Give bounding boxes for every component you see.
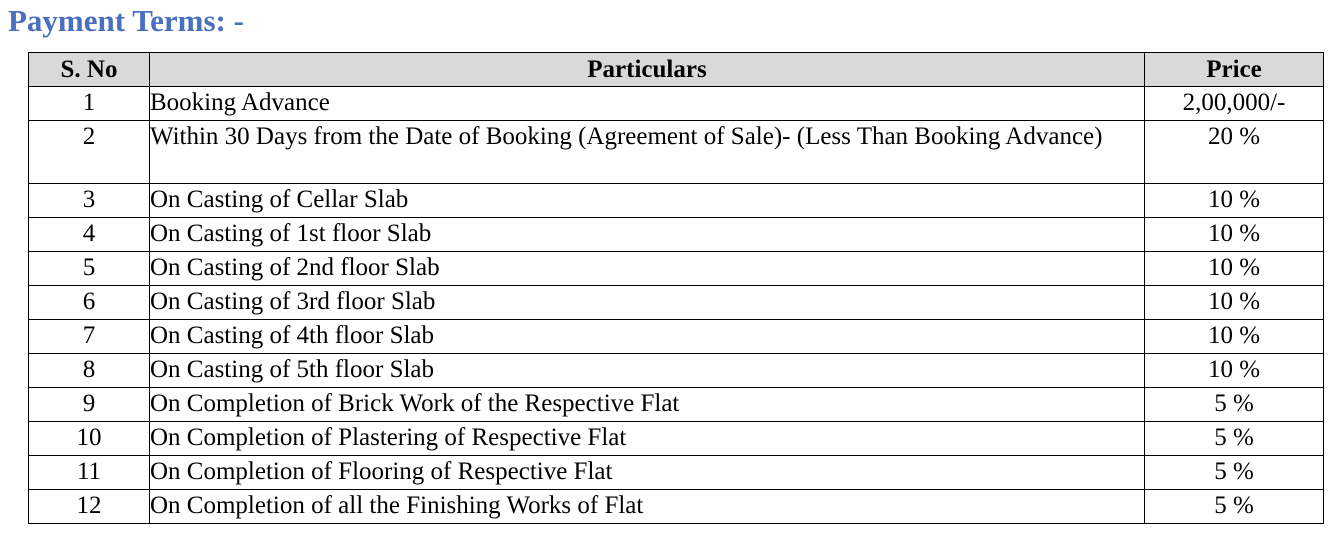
row-particulars: On Casting of 4th floor Slab bbox=[150, 320, 1145, 354]
row-price: 5 % bbox=[1145, 456, 1324, 490]
row-particulars: On Completion of Plastering of Respective Flat bbox=[150, 422, 1145, 456]
row-price: 5 % bbox=[1145, 388, 1324, 422]
row-sno: 3 bbox=[29, 184, 150, 218]
row-particulars: On Completion of Brick Work of the Respective Flat bbox=[150, 388, 1145, 422]
table-row bbox=[29, 218, 1324, 252]
row-particulars: On Completion of Flooring of Respective Flat bbox=[150, 456, 1145, 490]
row-sno: 10 bbox=[29, 422, 150, 456]
row-particulars: Booking Advance bbox=[150, 87, 1145, 121]
row-sno: 2 bbox=[29, 121, 150, 184]
table-row bbox=[29, 184, 1324, 218]
row-price: 10 % bbox=[1145, 286, 1324, 320]
row-sno: 8 bbox=[29, 354, 150, 388]
row-particulars: On Casting of 3rd floor Slab bbox=[150, 286, 1145, 320]
row-sno: 7 bbox=[29, 320, 150, 354]
row-price: 10 % bbox=[1145, 252, 1324, 286]
column-header-price: Price bbox=[1145, 53, 1324, 87]
column-header-sno: S. No bbox=[29, 53, 150, 87]
table-row bbox=[29, 422, 1324, 456]
row-sno: 6 bbox=[29, 286, 150, 320]
row-price: 20 % bbox=[1145, 121, 1324, 184]
row-particulars: On Casting of 2nd floor Slab bbox=[150, 252, 1145, 286]
row-sno: 12 bbox=[29, 490, 150, 524]
page-title: Payment Terms: - bbox=[8, 3, 244, 38]
row-price: 2,00,000/- bbox=[1145, 87, 1324, 121]
row-particulars: On Casting of Cellar Slab bbox=[150, 184, 1145, 218]
row-price: 10 % bbox=[1145, 354, 1324, 388]
row-particulars: On Completion of all the Finishing Works of Flat bbox=[150, 490, 1145, 524]
table-row bbox=[29, 388, 1324, 422]
table-row bbox=[29, 87, 1324, 121]
table-row bbox=[29, 320, 1324, 354]
row-particulars: Within 30 Days from the Date of Booking (Agreement of Sale)- (Less Than Booking Advance) bbox=[150, 121, 1145, 184]
table-header-row bbox=[29, 53, 1324, 87]
row-price: 10 % bbox=[1145, 218, 1324, 252]
row-price: 10 % bbox=[1145, 184, 1324, 218]
table-row bbox=[29, 354, 1324, 388]
row-particulars: On Casting of 5th floor Slab bbox=[150, 354, 1145, 388]
table-row bbox=[29, 286, 1324, 320]
column-header-particulars: Particulars bbox=[150, 53, 1145, 87]
row-price: 10 % bbox=[1145, 320, 1324, 354]
row-sno: 9 bbox=[29, 388, 150, 422]
table-row bbox=[29, 490, 1324, 524]
table-row bbox=[29, 121, 1324, 184]
row-price: 5 % bbox=[1145, 422, 1324, 456]
row-sno: 4 bbox=[29, 218, 150, 252]
table-row bbox=[29, 252, 1324, 286]
row-sno: 1 bbox=[29, 87, 150, 121]
row-price: 5 % bbox=[1145, 490, 1324, 524]
payment-terms-table bbox=[28, 52, 1324, 524]
row-sno: 5 bbox=[29, 252, 150, 286]
row-sno: 11 bbox=[29, 456, 150, 490]
table-row bbox=[29, 456, 1324, 490]
row-particulars: On Casting of 1st floor Slab bbox=[150, 218, 1145, 252]
